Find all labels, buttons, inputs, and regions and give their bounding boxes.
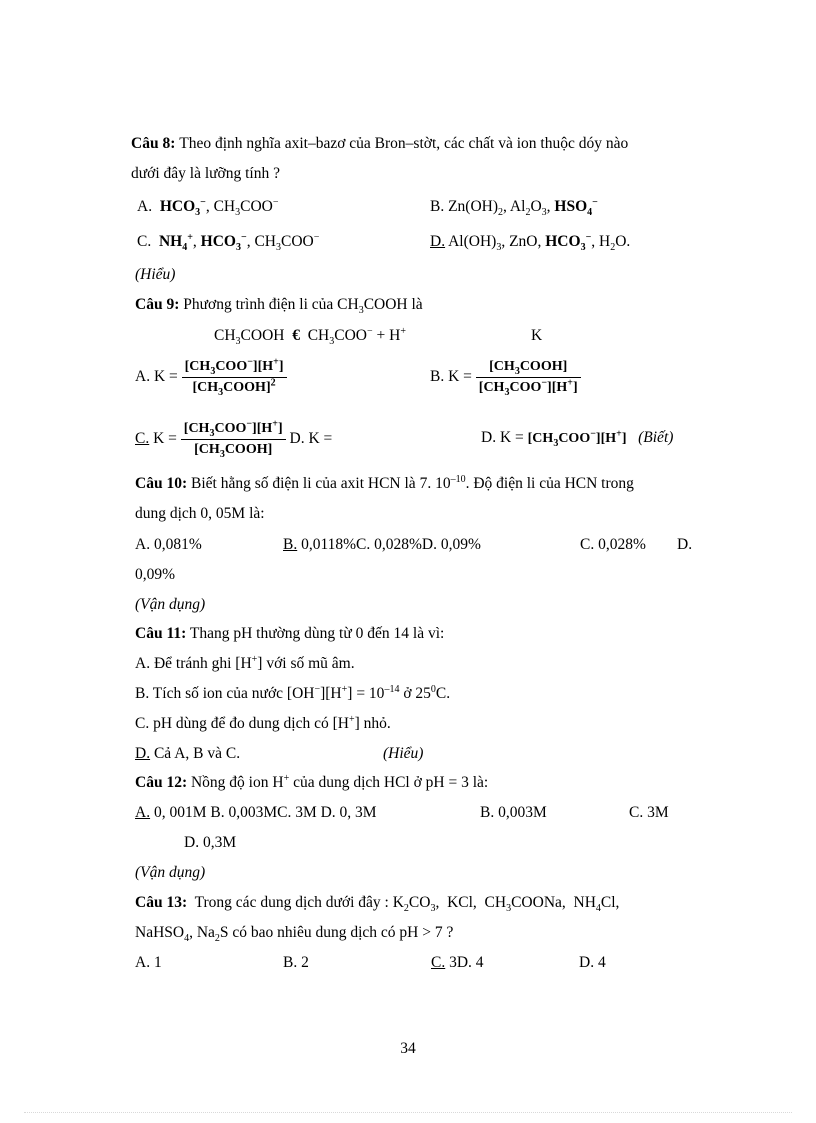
q9-equation: $CH_3COOH$ € $CH_3COO^- + H^+$ bbox=[214, 325, 406, 348]
q13-option-b: B. 2 bbox=[283, 954, 309, 971]
q9-option-a: A. K = $\frac{[CH_3COO^-][H^+]}{[CH_3COOH]^2}$ bbox=[135, 358, 287, 397]
q12-option-b: B. 0,003M bbox=[480, 804, 547, 821]
q8-text-1: Theo định nghĩa axit–bazơ của Bron–stờt, các chất và ion thuộc dóy nào bbox=[179, 135, 629, 152]
q13-option-a: A. 1 bbox=[135, 954, 162, 971]
q8-option-c: C. $NH_4^+$, $HCO_3^-$, $CH_3COO^-$ bbox=[137, 231, 320, 254]
q10-option-d: D. bbox=[677, 536, 693, 553]
q10-option-b: B. 0,0118%C. 0,028%D. 0,09% bbox=[283, 536, 481, 553]
q11-option-a: A. Để tránh ghi [H+] với số mũ âm. bbox=[135, 653, 355, 672]
q9-option-b: B. K = $\frac{[CH_3COOH]}{[CH_3COO^-][H^+]}$ bbox=[430, 358, 581, 397]
q11-line-1: Câu 11: Thang pH thường dùng từ 0 đến 14 là vì: bbox=[135, 625, 445, 642]
q9-option-c: C. K = $\frac{[CH_3COO^-][H^+]}{[CH_3COOH]}$ D. K = bbox=[135, 418, 333, 460]
q9-line-1: Câu 9: Phương trình điện li của $CH_3COOH$ là bbox=[135, 296, 423, 317]
q8-label: Câu 8: bbox=[131, 135, 176, 152]
q10-level: (Vận dụng) bbox=[135, 596, 206, 613]
q13-option-d: D. 4 bbox=[579, 954, 606, 971]
q13-line-1: Câu 13: Trong các dung dịch dưới đây : $K_2CO_3$, KCl, $CH_3COONa$, $NH_4Cl$, bbox=[135, 894, 620, 915]
q11-option-c: C. pH dùng để đo dung dịch có [H+] nhỏ. bbox=[135, 713, 391, 732]
q8-option-a: A. $HCO_3^-$, $CH_3COO^-$ bbox=[137, 196, 279, 219]
q9-b-fraction: $\frac{[CH_3COOH]}{[CH_3COO^-][H^+]}$ bbox=[476, 358, 581, 397]
q10-option-d-cont: 0,09% bbox=[135, 566, 176, 583]
page-number: 34 bbox=[400, 1040, 416, 1057]
q11-level: (Hiểu) bbox=[383, 745, 424, 762]
q12-option-c: C. 3M bbox=[629, 804, 669, 821]
q9-c-fraction: $\frac{[CH_3COO^-][H^+]}{[CH_3COOH]}$ bbox=[181, 420, 286, 459]
q8-line-2: dưới đây là lưỡng tính ? bbox=[131, 165, 280, 182]
q9-k-symbol: K bbox=[531, 327, 543, 344]
q8-option-d: D. $Al(OH)_3$, ZnO, $HCO_3^-$, $H_2O$. bbox=[430, 231, 631, 254]
q10-line-1: Câu 10: Biết hằng số điện li của axit HCN là 7. $10^{-10}$. Độ điện li của HCN trong bbox=[135, 473, 634, 492]
q13-option-c: C. 3D. 4 bbox=[431, 954, 484, 971]
q9-a-fraction: $\frac{[CH_3COO^-][H^+]}{[CH_3COOH]^2}$ bbox=[182, 358, 287, 397]
q10-line-2: dung dịch 0, 05M là: bbox=[135, 505, 265, 522]
equilibrium-arrow-icon: € bbox=[292, 327, 300, 344]
q9-option-d: D. $K = [CH_3COO^-][H^+]$ (Biết) bbox=[481, 428, 674, 449]
q8-line-1 bbox=[131, 134, 737, 154]
q12-option-d: D. 0,3M bbox=[184, 834, 237, 851]
q12-level: (Vận dụng) bbox=[135, 864, 206, 881]
q11-option-b: B. Tích số ion của nước $[OH^-][H^+] = 10^{-14}$ ở $25^0C$. bbox=[135, 683, 451, 702]
q11-option-d: D. Cả A, B và C. bbox=[135, 745, 241, 762]
q8-level: (Hiểu) bbox=[135, 266, 176, 283]
q10-option-c: C. 0,028% bbox=[580, 536, 646, 553]
q10-option-a: A. 0,081% bbox=[135, 536, 202, 553]
q12-line-1: Câu 12: Nồng độ ion H+ của dung dịch HCl ở pH = 3 là: bbox=[135, 772, 489, 791]
q8-option-b: B. $Zn(OH)_2$, $Al_2O_3$, $HSO_4^-$ bbox=[430, 196, 598, 219]
q13-line-2: NaHSO$_4$, $Na_2S$ có bao nhiêu dung dịch có pH > 7 ? bbox=[135, 924, 454, 945]
page-bottom-divider bbox=[24, 1112, 792, 1113]
q9-level: (Biết) bbox=[638, 429, 674, 446]
q12-option-a: A. 0, 001M B. 0,003MC. 3M D. 0, 3M bbox=[135, 804, 377, 821]
